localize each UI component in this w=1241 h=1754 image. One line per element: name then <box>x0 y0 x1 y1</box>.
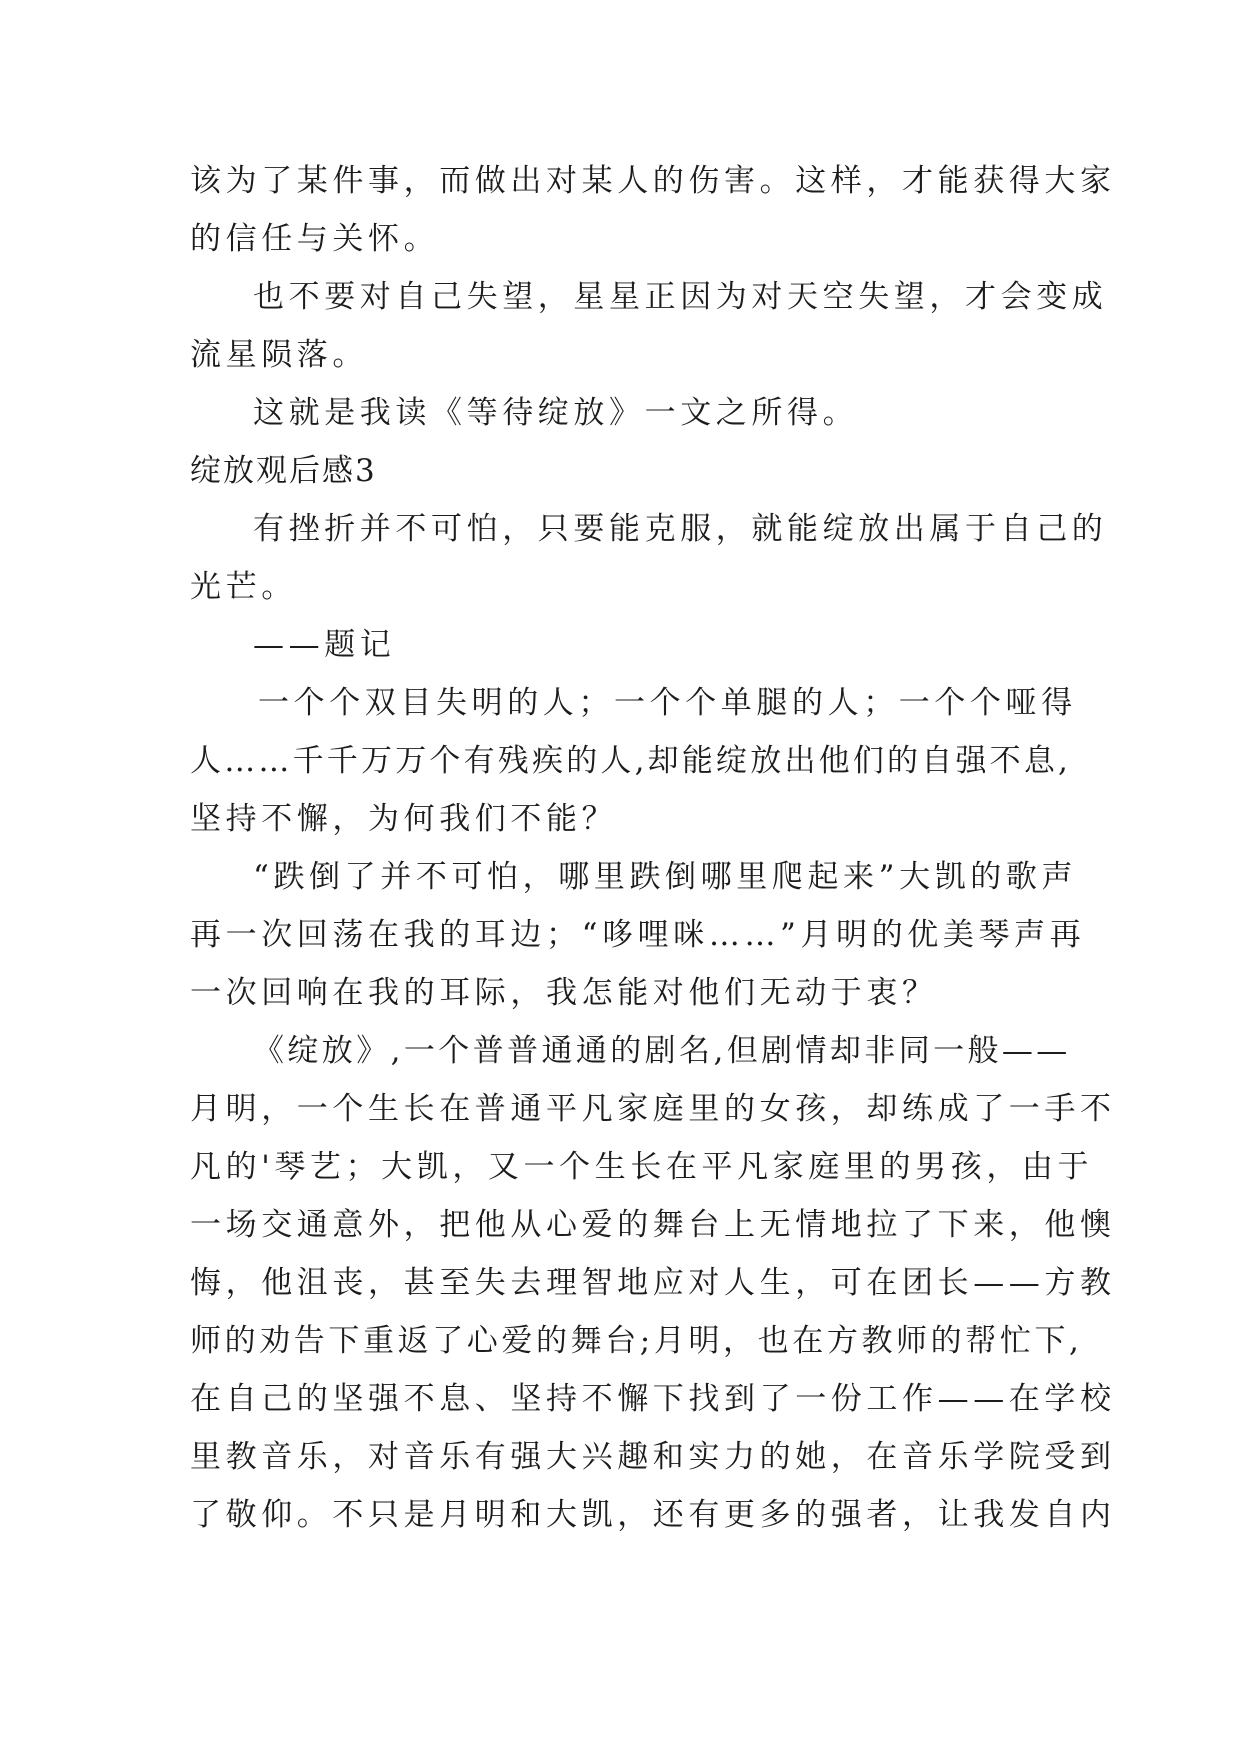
text-line: 该为了某件事，而做出对某人的伤害。这样，才能获得大家 <box>190 163 1116 199</box>
text-line: “跌倒了并不可怕，哪里跌倒哪里爬起来”大凯的歌声 <box>253 859 1078 895</box>
text-line: 一场交通意外，把他从心爱的舞台上无情地拉了下来，他懊 <box>190 1207 1116 1243</box>
text-line: 师的劝告下重返了心爱的舞台;月明，也在方教师的帮忙下, <box>190 1323 1083 1359</box>
text-line: 《绽放》,一个普普通通的剧名,但剧情却非同一般—— <box>253 1033 1071 1069</box>
text-line: 坚持不懈，为何我们不能？ <box>190 801 618 837</box>
text-line: 光芒。 <box>190 569 297 605</box>
epigraph-attribution: ——题记 <box>253 627 396 663</box>
text-line: 有挫折并不可怕，只要能克服，就能绽放出属于自己的 <box>253 511 1108 547</box>
text-line: 也不要对自己失望，星星正因为对天空失望，才会变成 <box>253 279 1108 315</box>
text-line: 里教音乐，对音乐有强大兴趣和实力的她，在音乐学院受到 <box>190 1439 1116 1475</box>
text-line: 在自己的坚强不息、坚持不懈下找到了一份工作——在学校 <box>190 1381 1116 1417</box>
text-line: 流星陨落。 <box>190 337 368 373</box>
text-line: 的信任与关怀。 <box>190 221 440 257</box>
text-line: 悔，他沮丧，甚至失去理智地应对人生，可在团长——方教 <box>190 1265 1116 1301</box>
text-line: 一个个双目失明的人；一个个单腿的人；一个个哑得 <box>258 685 1077 721</box>
text-line: 一次回响在我的耳际，我怎能对他们无动于衷？ <box>190 975 938 1011</box>
text-line: 这就是我读《等待绽放》一文之所得。 <box>253 395 859 431</box>
section-heading: 绽放观后感3 <box>190 453 377 489</box>
text-line: 凡的'琴艺；大凯，又一个生长在平凡家庭里的男孩，由于 <box>190 1149 1094 1185</box>
text-line: 人……千千万万个有残疾的人,却能绽放出他们的自强不息, <box>190 743 1072 779</box>
text-line: 月明，一个生长在普通平凡家庭里的女孩，却练成了一手不 <box>190 1091 1116 1127</box>
text-line: 再一次回荡在我的耳边；“哆哩咪……”月明的优美琴声再 <box>190 917 1086 953</box>
text-line: 了敬仰。不只是月明和大凯，还有更多的强者，让我发自内 <box>190 1497 1116 1533</box>
